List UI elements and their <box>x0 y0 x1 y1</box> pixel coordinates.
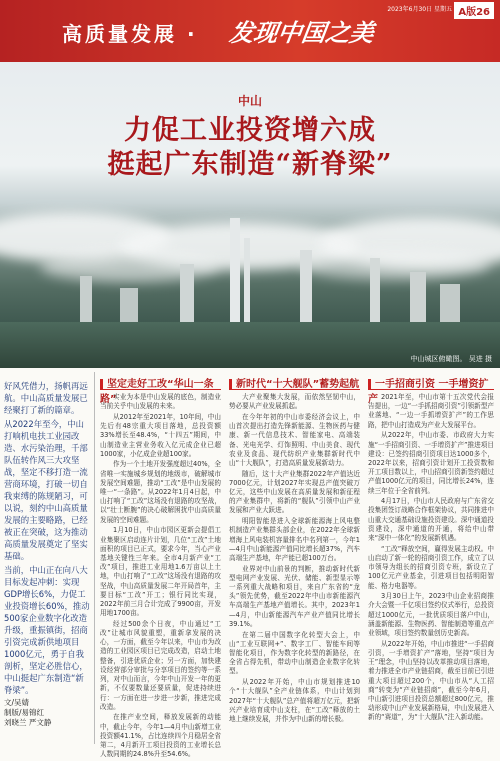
column-heading-text: 新时代“十大舰队”蓄势起航 <box>236 379 360 390</box>
body-paragraph: 从2012年至2021年，10年间，中山先后有48宗重大项目落地，总投资额33%增长至48.4%，“十四五”期间，中山制造业主营业务收入亿元成企业已超1000家，小亿成企业超100家。 <box>100 412 221 458</box>
body-paragraph: 大产业聚集大发展，而依然坚韧中山，势必要从产业发展抓起。 <box>229 393 360 411</box>
credit-line: 文/吴婧 <box>4 698 30 707</box>
page-number: A版26 <box>454 2 494 19</box>
section-title <box>62 18 198 47</box>
body-paragraph: “工改”释放空间，赢得发展主动权。中山启动了新一轮的招商引资工作，成立了以市领导为组长的招商引资专班，新设立了100亿元产业基金，引进项目包括明阳智能、格力电器等。 <box>368 544 494 590</box>
article-column-3 <box>368 393 494 724</box>
body-paragraph: 1月10日，中山市园区更新会提倡工业集聚区启动连片计划，几位“工改”土地面积的项目已正式，要求今年，当心产业基地关键性三年来。全市4月新产业“工改”项目，推进工业用地1.6万亩以上土地，中山打响了“工改”这场没有退路的攻坚战，中山高质量发展二年开局首年，主要目标“工改”开工；银行同比实现，2022年前三月合计完成了9900亩，开发用地1700亩。 <box>100 526 221 618</box>
hero-photo <box>0 62 500 368</box>
body-paragraph: 在今年年初的中山市委经济会议上，中山首次提出打造先锋新能源、生物医药与健康、新一代信息技术、智能家电、高端装备、光电光学、灯饰照明、中山美食、现代农业及食品、现代纺织产业集群新时代中山“十大舰队”，打造高质量发展新动力。 <box>229 412 360 467</box>
section-title-dot: · <box>186 22 198 46</box>
slogan: 发现中国之美 <box>227 18 376 47</box>
headline-line-2: 挺起广东制造“新脊梁” <box>107 149 393 180</box>
column-heading-2 <box>229 375 360 390</box>
body-paragraph: 作为一个土地开发强度超过40%，全省唯一实施城乡规划的地级市，破解城市发展空间难题，推动“工改”是中山发展的唯一“一条路”。从2022年1月4日起，中山打响了“工改”这场没有退路的攻坚战，以“壮士断腕”的决心破解困扰中山高质量发展的空间难题。 <box>100 460 221 524</box>
body-paragraph: 随后，这十大产业集群2022年产值达近7000亿元，计划2027年实现总产值突破万亿元，这些中山发展在高质量发展和新征程的产业集群中，将新的“舰队”引领中山产业发展和产业大跃进。 <box>229 469 360 515</box>
column-heading-text: 一手招商引资 一手增资扩产 <box>368 379 489 405</box>
body-paragraph: 从2022年开始，中山市推进“一手招商引资，一手增资扩产”落地，坚持“项目为王”理念，中山坚持以改革推动项目落地，着力推进全市产业链招商，截至目前已引进重大项目超过200个，中山市从“人工招商”转变为“产业链招商”，截至今年6月，中山新引进项目投资总额超过800亿元，推动形成中山产业发展新格局，中山发展进入新的“赛道”，为“十大舰队”注入新动能。 <box>368 639 494 722</box>
intro-paragraph: 当前，中山正在向八大目标发起冲刺：实现GDP增长6%，力促工业投资增长60%，推动500家企业数字化改造升级，重振镇街，招商引资完成新供地项目1000亿元，勇于自我剖析，坚定必胜信心，中山挺起广东制造“新脊梁”。 <box>4 565 90 695</box>
column-divider <box>94 372 95 744</box>
intro-paragraph: 从2022年至今，中山打响机电扶工业园改造、水污染治理，千部队伍转作风三大攻坚战，坚定不移打造一流营商环境，打破一切自我束缚的陈规陋习，可以说，刻约中山高质量发展的主要略路，已经被正在突破，这为推动高质量发展奠定了坚实基础。 <box>4 419 88 561</box>
body-paragraph: 4月17日，中山市人民政府与广东省交投集团签订战略合作框架协议，共同推进中山重大交通基础设施投资建设。深中通道投资建设，深中通道的开通，将给中山带来“深中一体化”的发展新机遇。 <box>368 497 494 543</box>
intro-sidebar <box>4 380 90 698</box>
column-heading-text: 坚定走好工改“华山一条路” <box>100 379 214 405</box>
article-column-2 <box>229 393 360 726</box>
body-paragraph: 从2022年开始，中山市规划推进10个“十大舰队”全产业链体系，中山计划到2027年“十大舰队”总产值将超万亿元，把新兴产业培育成中山支柱，在“工改”释放的土地上继续发展，并作为中山新的增长极。 <box>229 678 360 723</box>
heading-marker <box>368 379 371 389</box>
intro-paragraph: 好风凭借力，扬帆再远航。中山高质量发展已经聚打了新的篇章。 <box>4 381 88 415</box>
heading-marker <box>100 379 103 389</box>
body-paragraph: 明阳智能是进入全球新能源海上风电整机制造产业集群头部企业，在2022年全球新增海上风电装机容量排名中名列第一，今年1—4月中山新能源产值同比增长超37%，汽车高端生产基地，年产能已超100万台。 <box>229 517 360 562</box>
section-title-text: 高质量发展 <box>62 22 177 46</box>
credit-line: 制版/易锦红 <box>4 708 45 717</box>
heading-marker <box>229 379 232 389</box>
body-paragraph: 2021年至，中山市第十五次党代会报告提出，一边“一手抓招商引资”引领新型产业落地、“一边一手抓增资扩产”的工作思路，把中山打造成为产业大发展平台。 <box>368 393 494 429</box>
body-paragraph: 实业为本是中山发展的底色，制造业当前关乎中山发展的未来。 <box>100 393 221 411</box>
body-paragraph: 经过500余个日夜，中山通过“工改”让城市风貌重塑，重新拿发展的决心，一方面，截至今年以来，中山市为改造的工业园区项目已完成改造，启动土地整备，引进优质企业；另一方面，加快建设经营部分审批与分享项目的签约等一系列，对中山而言，今年中山开发一年的更新，不仅要数量还要质量，促进持续进行：一方面在进一步进一步新，推进完成改造。 <box>100 619 221 711</box>
body-paragraph: 在第二届中国数字化转型大会上，中山“工业互联网+”、数字工厂、智能车间等智能化项目，作为数字化转型的新路径，在全省占得先机，带动中山制造企业数字化转型。 <box>229 630 360 676</box>
photo-caption: 中山城区俯瞰图。 吴进 摄 <box>410 355 492 363</box>
credit-line: 刘晓兰 严文静 <box>4 718 52 727</box>
header-band <box>0 0 500 62</box>
article-column-1 <box>100 393 221 761</box>
kicker: 中山 <box>237 94 262 108</box>
body-paragraph: 从2022年，中山市委、市政府大力实施“一手招商引资、一手增资扩产”推进项目建设：已签约招商引资项目达1000多个，2022年以来，招商引资计划开工投资数和开工项目数以上，中山招商引资新签约超过产值1000亿元的项目，同比增长24%，连续三年位于全省前列。 <box>368 431 494 495</box>
body-paragraph: 3月30日上午，2023中山企业招商推介大会暨一千亿项目签约仪式举行，总投资超过1000亿元，一批优质项目落户中山，涵盖新能源、生物医药、智能制造等重点产业领域，项目签约数量创历史新高。 <box>368 592 494 638</box>
issue-date: 2023年6月30日 星期五 <box>387 6 452 13</box>
credits <box>4 698 90 728</box>
column-heading-3 <box>368 375 494 405</box>
headline-line-1: 力促工业投资增六成 <box>124 115 376 146</box>
body-paragraph: 在推产业空间，释放发展新的动能中，截止今年，今年1—4月中山新增工业投资额41.1%，占比连续四个月稳居全省第二，4月新开工项目投资的工业增长总人数同期的24.8%升至54.6%。 <box>100 713 221 759</box>
cloud <box>300 250 490 280</box>
body-paragraph: 业界对中山前景的判断，推动新时代新型电网产业发展、光伏、储能、新型显示等一系列重大战略和项目，来自广东省的“龙头”领先优势，截至2022年中山市新能源汽车高端生产基地产值增长。其中，2023年1—4月，中山新能源汽车产业产值同比增长39.1%。 <box>229 564 360 628</box>
